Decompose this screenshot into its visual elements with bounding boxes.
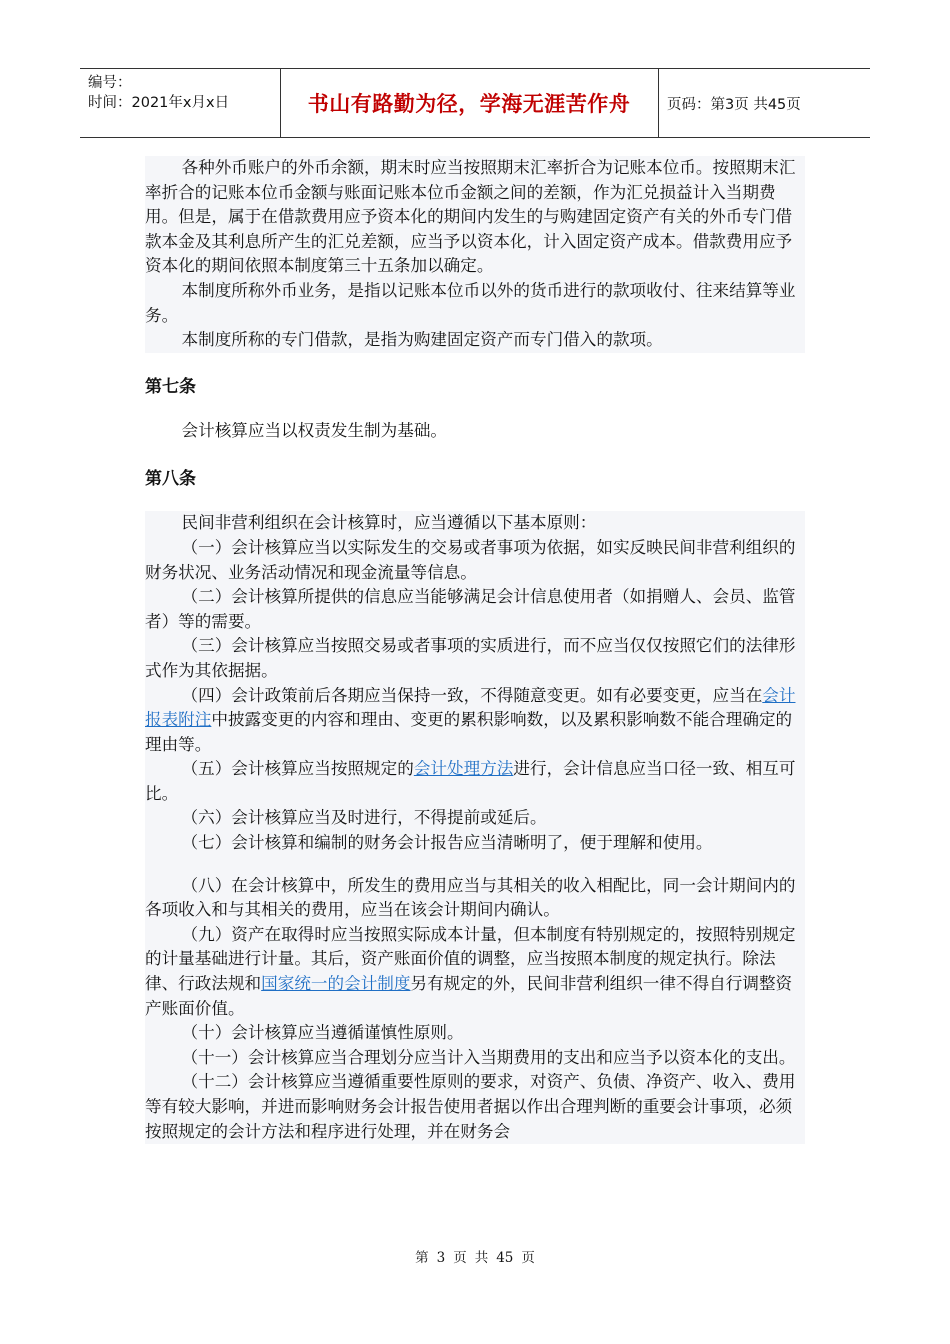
doc-time-label: 时间：2021年x月x日: [88, 95, 230, 111]
shaded-block: [145, 156, 805, 353]
principle-item: （八）在会计核算中，所发生的费用应当与其相关的收入相配比，同一会计期间内的各项收入和与其相关的费用，应当在该会计期间内确认。: [145, 875, 796, 920]
principle-item: （三）会计核算应当按照交易或者事项的实质进行，而不应当仅仅按照它们的法律形式作为其依据据。: [145, 636, 796, 680]
principle-item: [145, 923, 805, 1021]
principle-item: （十）会计核算应当遵循谨慎性原则。: [181, 1023, 464, 1043]
text-run: 进行，会计信息应当口径一致、相互可比。: [145, 759, 796, 803]
shaded-block: [145, 511, 805, 1144]
footer-ye2: 页: [521, 1250, 535, 1266]
principle-item: （一）会计核算应当以实际发生的交易或者事项为依据，如实反映民间非营利组织的财务状况、业务活动情况和现金流量等信息。: [145, 537, 796, 582]
paragraph: 民间非营利组织在会计核算时，应当遵循以下基本原则：: [181, 513, 597, 533]
footer-di: 第: [415, 1250, 429, 1266]
paragraph: 本制度所称外币业务，是指以记账本位币以外的货币进行的款项收付、往来结算等业务。: [145, 280, 796, 325]
principle-item: [145, 757, 805, 806]
header-meta: [80, 69, 280, 137]
principle-item: （二）会计核算所提供的信息应当能够满足会计信息使用者（如捐赠人、会员、监管者）等的需要。: [145, 587, 796, 631]
text-run: 中披露变更的内容和理由、变更的累积影响数，以及累积影响数不能合理确定的理由等。: [145, 710, 793, 754]
spacer: [145, 856, 805, 874]
doc-number-label: 编号：: [88, 75, 132, 91]
link-national-accounting-system[interactable]: 国家统一的会计制度: [261, 974, 411, 994]
footer-gong: 共: [474, 1250, 489, 1266]
principle-item: （十一）会计核算应当合理划分应当计入当期费用的支出和应当予以资本化的支出。: [181, 1047, 796, 1067]
link-accounting-notes[interactable]: 会计报表附注: [145, 685, 796, 730]
header-page-label: 页码：第3页 共45页: [667, 96, 801, 113]
page-footer: [0, 1246, 950, 1266]
text-run: （五）会计核算应当按照规定的: [181, 759, 414, 779]
page-header: [80, 68, 870, 138]
principle-item: [145, 684, 805, 758]
article-heading-7: 第七条: [145, 376, 196, 397]
paragraph: 各种外币账户的外币余额，期末时应当按照期末汇率折合为记账本位币。按照期末汇率折合的记账本位币金额与账面记账本位币金额之间的差额，作为汇兑损益计入当期费用。但是，属于在借款费用应予资本化的期间内发生的与购建固定资产有关的外币专门借款本金及其利息所产生的汇兑差额，应当予以资本化，计入固定资产成本。借款费用应予资本化的期间依照本制度第三十五条加以确定。: [145, 158, 796, 276]
footer-page-number: 3: [436, 1250, 446, 1266]
text-run: （九）资产在取得时应当按照实际成本计量，但本制度有特别规定的，按照特别规定的计量基础进行计量。其后，资产账面价值的调整，应当按照本制度的规定执行。除法律、行政法规和: [145, 924, 796, 994]
article-heading-8: 第八条: [145, 469, 196, 490]
link-accounting-methods[interactable]: 会计处理方法: [413, 759, 514, 779]
paragraph: 本制度所称的专门借款，是指为购建固定资产而专门借入的款项。: [181, 330, 663, 350]
principle-item: （七）会计核算和编制的财务会计报告应当清晰明了，便于理解和使用。: [181, 833, 713, 853]
text-run: 另有规定的外，民间非营利组织一律不得自行调整资产账面价值。: [145, 974, 793, 1018]
footer-total-pages: 45: [496, 1250, 514, 1266]
footer-ye: 页: [453, 1250, 467, 1266]
header-divider: [658, 69, 659, 137]
principle-item: （六）会计核算应当及时进行，不得提前或延后。: [181, 808, 547, 828]
paragraph: 会计核算应当以权责发生制为基础。: [181, 420, 448, 440]
principle-item: （十二）会计核算应当遵循重要性原则的要求，对资产、负债、净资产、收入、费用等有较大影响，并进而影响财务会计报告使用者据以作出合理判断的重要会计事项，必须按照规定的会计方法和程序进行处理，并在财务会: [145, 1072, 796, 1141]
text-run: （四）会计政策前后各期应当保持一致，不得随意变更。如有必要变更，应当在: [181, 685, 763, 705]
document-body: [145, 156, 805, 1144]
header-motto: 书山有路勤为径，学海无涯苦作舟: [307, 92, 631, 116]
